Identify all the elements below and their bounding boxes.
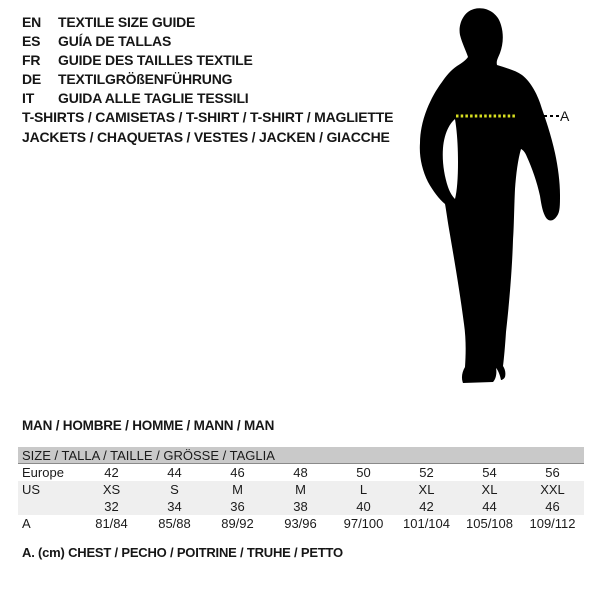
language-row [22, 13, 253, 32]
size-cell: 109/112 [529, 516, 576, 531]
size-cell: 54 [482, 465, 497, 480]
size-cell: 42 [104, 465, 119, 480]
garment-line-jackets: JACKETS / CHAQUETAS / VESTES / JACKEN / GIACCHE [22, 128, 390, 145]
language-code: IT [22, 90, 35, 106]
size-cell: 85/88 [158, 516, 191, 531]
size-cell: L [359, 482, 368, 497]
size-cell: XS [102, 482, 121, 497]
size-cell: 97/100 [343, 516, 384, 531]
language-label: TEXTILE SIZE GUIDE [58, 14, 196, 30]
size-cell: S [170, 482, 179, 497]
man-silhouette-shape [420, 8, 560, 383]
language-row [22, 89, 253, 108]
size-cell: M [295, 482, 306, 497]
size-cell: XL [418, 482, 435, 497]
language-label: TEXTILGRÖßENFÜHRUNG [58, 71, 233, 87]
size-cell: 40 [356, 499, 371, 514]
size-cell: 46 [230, 465, 245, 480]
size-cell: 89/92 [221, 516, 254, 531]
language-label: GUIDE DES TAILLES TEXTILE [58, 52, 253, 68]
size-table [18, 447, 584, 532]
measure-label-a: A [560, 108, 570, 124]
row-label: US [22, 482, 41, 497]
size-cell: 52 [419, 465, 434, 480]
footnote-chest: A. (cm) CHEST / PECHO / POITRINE / TRUHE / PETTO [22, 545, 343, 560]
language-label: GUÍA DE TALLAS [58, 33, 172, 49]
table-header: SIZE / TALLA / TAILLE / GRÖSSE / TAGLIA [18, 447, 584, 464]
section-title-man: MAN / HOMBRE / HOMME / MANN / MAN [22, 418, 275, 433]
size-cell: 105/108 [466, 516, 513, 531]
garment-line-tshirts: T-SHIRTS / CAMISETAS / T-SHIRT / T-SHIRT / MAGLIETTE [22, 109, 394, 125]
language-row [22, 51, 253, 70]
size-cell: 38 [293, 499, 308, 514]
table-row-chest-a [18, 515, 584, 532]
size-cell: 93/96 [284, 516, 317, 531]
size-cell: XXL [540, 482, 565, 497]
language-row [22, 70, 253, 89]
language-code: ES [22, 33, 41, 49]
language-row [22, 32, 253, 51]
size-cell: XL [481, 482, 498, 497]
row-label: A [22, 516, 31, 531]
table-row-numeric [18, 498, 584, 515]
size-cell: 36 [230, 499, 245, 514]
size-cell: 32 [104, 499, 119, 514]
table-header-row [18, 447, 584, 464]
garment-types [22, 108, 393, 147]
size-cell: M [232, 482, 243, 497]
size-cell: 44 [482, 499, 497, 514]
size-cell: 101/104 [403, 516, 450, 531]
row-label: Europe [22, 465, 64, 480]
size-cell: 81/84 [95, 516, 128, 531]
size-cell: 34 [167, 499, 182, 514]
man-silhouette [395, 0, 600, 400]
row-label [18, 498, 80, 515]
size-cell: 44 [167, 465, 182, 480]
language-code: DE [22, 71, 42, 87]
size-cell: 48 [293, 465, 308, 480]
table-row-europe [18, 464, 584, 482]
language-label: GUIDA ALLE TAGLIE TESSILI [58, 90, 249, 106]
language-code: EN [22, 14, 42, 30]
language-code: FR [22, 52, 41, 68]
size-cell: 46 [545, 499, 560, 514]
size-cell: 42 [419, 499, 434, 514]
size-cell: 56 [545, 465, 560, 480]
language-list [22, 13, 253, 108]
table-row-us [18, 481, 584, 498]
size-cell: 50 [356, 465, 371, 480]
